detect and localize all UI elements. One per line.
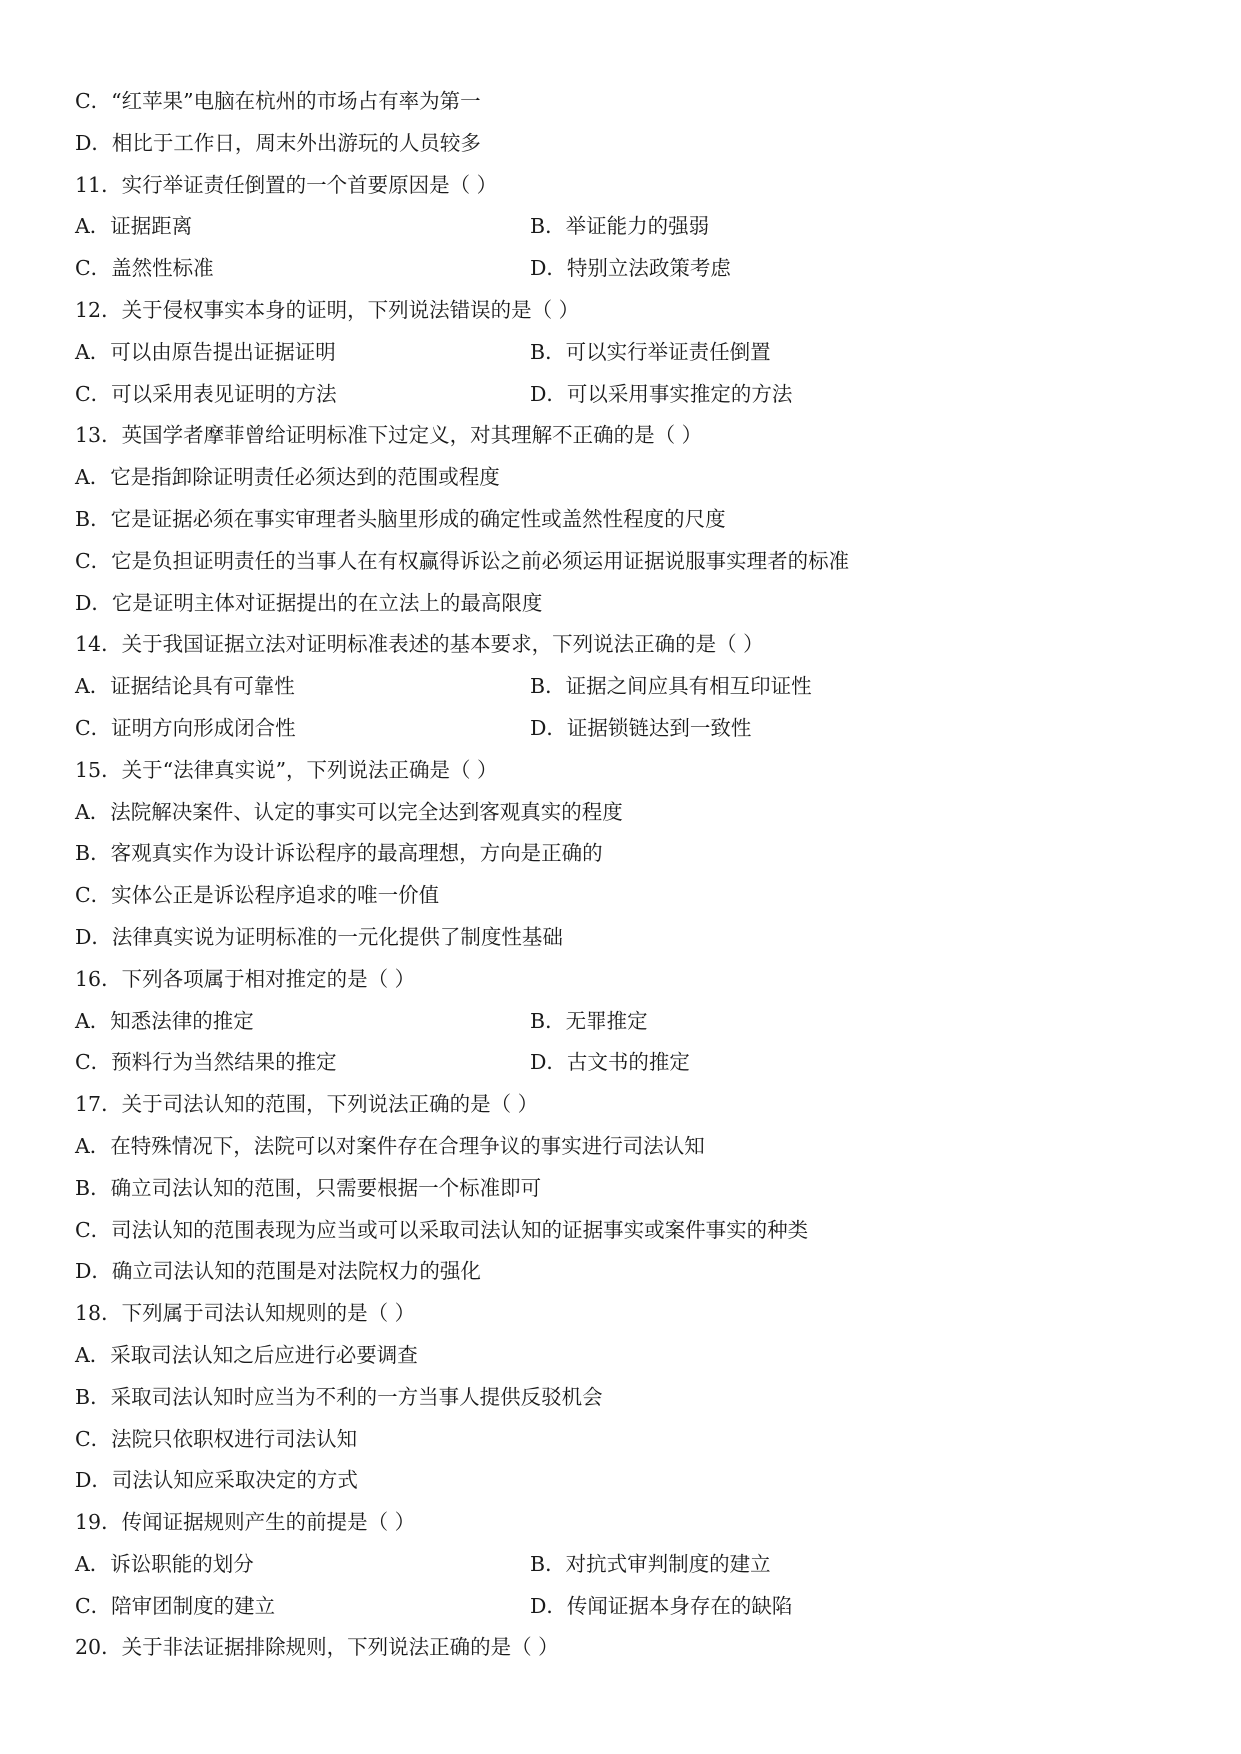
text-line (75, 123, 1175, 165)
option-line (75, 541, 1175, 583)
option-row (75, 332, 1175, 374)
option-line (75, 1460, 1175, 1502)
option-text: A．在特殊情况下，法院可以对案件存在合理争议的事实进行司法认知 (75, 1133, 705, 1158)
option-line (75, 1168, 1175, 1210)
option-row (75, 206, 1175, 248)
option-row (75, 1544, 1175, 1586)
option-right: B．对抗式审判制度的建立 (530, 1551, 771, 1576)
option-line (75, 875, 1175, 917)
option-text: B．确立司法认知的范围，只需要根据一个标准即可 (75, 1175, 542, 1200)
option-left: A．证据结论具有可靠性 (75, 674, 295, 699)
option-line (75, 499, 1175, 541)
option-row (75, 374, 1175, 416)
question-line (75, 1502, 1175, 1544)
option-line (75, 583, 1175, 625)
option-text: B．客观真实作为设计诉讼程序的最高理想，方向是正确的 (75, 841, 603, 866)
option-text: B．采取司法认知时应当为不利的一方当事人提供反驳机会 (75, 1384, 603, 1409)
line-text: D．相比于工作日，周末外出游玩的人员较多 (75, 130, 481, 155)
option-left: A．可以由原告提出证据证明 (75, 339, 336, 364)
option-text: D．法律真实说为证明标准的一元化提供了制度性基础 (75, 924, 563, 949)
option-text: C．它是负担证明责任的当事人在有权赢得诉讼之前必须运用证据说服事实理者的标准 (75, 548, 850, 573)
option-right: B．证据之间应具有相互印证性 (530, 674, 812, 699)
question-text: 19．传闻证据规则产生的前提是（ ） (75, 1510, 416, 1535)
question-text: 20．关于非法证据排除规则，下列说法正确的是（ ） (75, 1635, 559, 1660)
option-row (75, 1042, 1175, 1084)
option-line (75, 833, 1175, 875)
option-right: D．传闻证据本身存在的缺陷 (530, 1593, 793, 1618)
option-left: C．盖然性标准 (75, 256, 214, 281)
question-line (75, 1627, 1175, 1669)
option-right: B．举证能力的强弱 (530, 214, 710, 239)
option-text: A．采取司法认知之后应进行必要调查 (75, 1342, 418, 1367)
question-text: 13．英国学者摩菲曾给证明标准下过定义，对其理解不正确的是（ ） (75, 423, 703, 448)
question-text: 14．关于我国证据立法对证明标准表述的基本要求，下列说法正确的是（ ） (75, 632, 764, 657)
option-line (75, 1126, 1175, 1168)
question-line (75, 1293, 1175, 1335)
option-row (75, 1586, 1175, 1628)
question-line (75, 290, 1175, 332)
option-text: D．司法认知应采取决定的方式 (75, 1468, 358, 1493)
question-text: 12．关于侵权事实本身的证明，下列说法错误的是（ ） (75, 297, 580, 322)
exam-page (75, 81, 1175, 1669)
option-row (75, 1001, 1175, 1043)
option-right: B．无罪推定 (530, 1008, 648, 1033)
option-text: D．它是证明主体对证据提出的在立法上的最高限度 (75, 590, 543, 615)
option-line (75, 457, 1175, 499)
text-line (75, 81, 1175, 123)
question-text: 16．下列各项属于相对推定的是（ ） (75, 966, 416, 991)
option-row (75, 708, 1175, 750)
question-text: 15．关于“法律真实说”，下列说法正确是（ ） (75, 757, 498, 782)
option-left: C．预料行为当然结果的推定 (75, 1050, 337, 1075)
option-line (75, 1419, 1175, 1461)
option-right: D．可以采用事实推定的方法 (530, 381, 793, 406)
option-row (75, 666, 1175, 708)
option-left: C．证明方向形成闭合性 (75, 715, 296, 740)
question-line (75, 750, 1175, 792)
question-text: 18．下列属于司法认知规则的是（ ） (75, 1301, 416, 1326)
option-right: D．特别立法政策考虑 (530, 256, 731, 281)
option-line (75, 1210, 1175, 1252)
option-text: C．法院只依职权进行司法认知 (75, 1426, 358, 1451)
question-line (75, 624, 1175, 666)
option-left: C．陪审团制度的建立 (75, 1593, 276, 1618)
question-line (75, 1084, 1175, 1126)
option-text: C．实体公正是诉讼程序追求的唯一价值 (75, 883, 440, 908)
option-line (75, 1377, 1175, 1419)
question-text: 11．实行举证责任倒置的一个首要原因是（ ） (75, 172, 498, 197)
option-right: D．古文书的推定 (530, 1050, 690, 1075)
option-row (75, 248, 1175, 290)
question-text: 17．关于司法认知的范围，下列说法正确的是（ ） (75, 1092, 539, 1117)
option-left: A．证据距离 (75, 214, 193, 239)
line-text: C．“红苹果”电脑在杭州的市场占有率为第一 (75, 89, 481, 113)
option-left: C．可以采用表见证明的方法 (75, 381, 337, 406)
option-line (75, 1251, 1175, 1293)
option-line (75, 792, 1175, 834)
question-line (75, 165, 1175, 207)
question-line (75, 415, 1175, 457)
option-text: A．它是指卸除证明责任必须达到的范围或程度 (75, 465, 500, 490)
option-right: B．可以实行举证责任倒置 (530, 339, 771, 364)
option-text: D．确立司法认知的范围是对法院权力的强化 (75, 1259, 481, 1284)
option-line (75, 917, 1175, 959)
option-line (75, 1335, 1175, 1377)
option-left: A．知悉法律的推定 (75, 1008, 254, 1033)
option-text: C．司法认知的范围表现为应当或可以采取司法认知的证据事实或案件事实的种类 (75, 1217, 809, 1242)
question-line (75, 959, 1175, 1001)
option-text: B．它是证据必须在事实审理者头脑里形成的确定性或盖然性程度的尺度 (75, 506, 726, 531)
option-text: A．法院解决案件、认定的事实可以完全达到客观真实的程度 (75, 799, 623, 824)
option-left: A．诉讼职能的划分 (75, 1551, 254, 1576)
option-right: D．证据锁链达到一致性 (530, 715, 752, 740)
